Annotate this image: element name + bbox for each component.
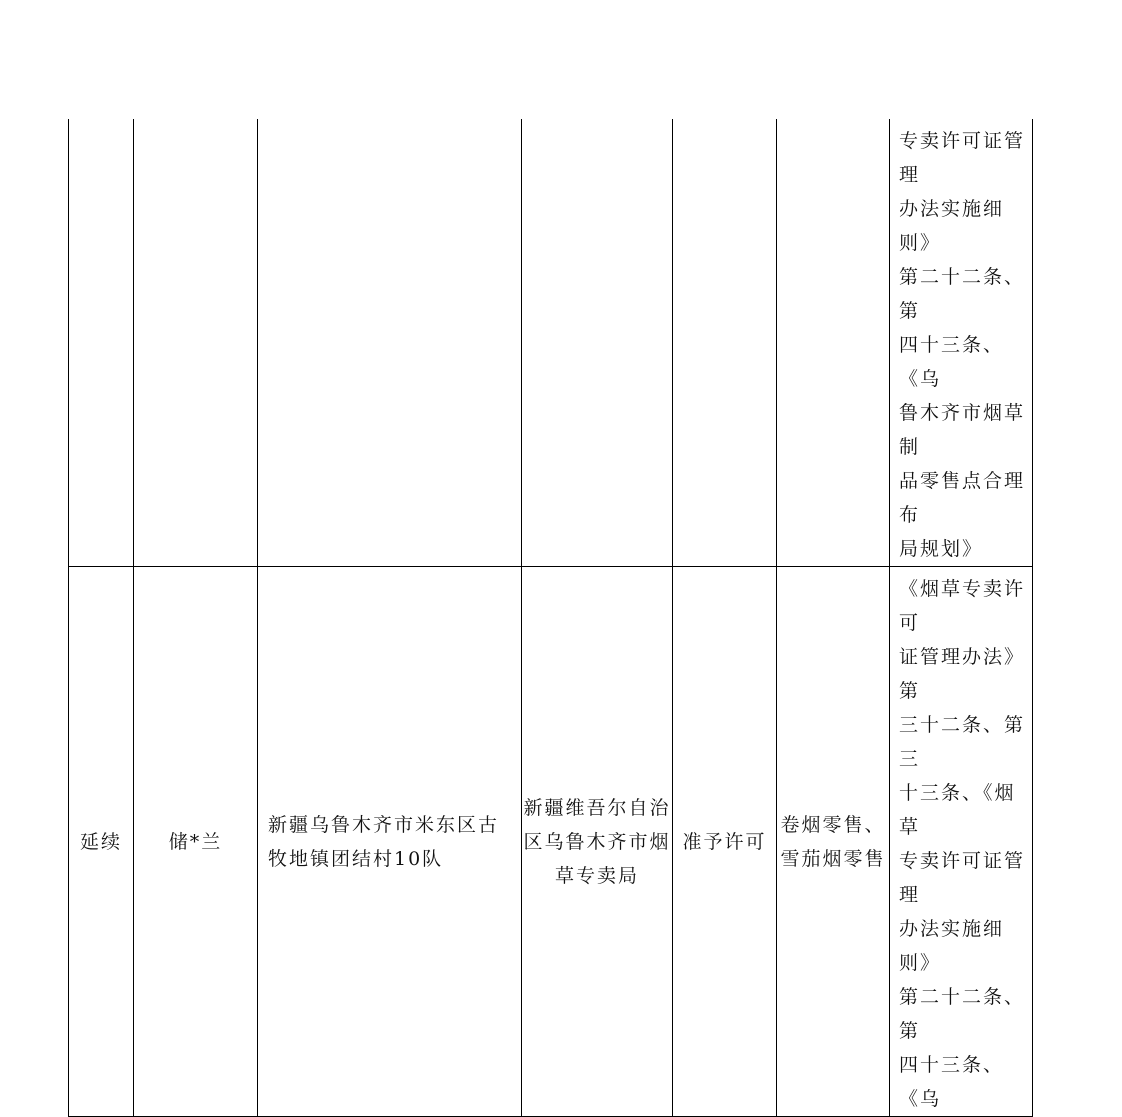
legal-basis-line: 办法实施细则》 [899,918,1005,974]
legal-basis-line: 专卖许可证管理 [899,130,1026,186]
business-scope-cell [777,119,890,567]
legal-basis-line: 第二十二条、第 [899,986,1026,1042]
legal-basis-line: 品零售点合理布 [899,470,1026,526]
legal-basis-cell [890,567,1033,1117]
license-type-cell: 延续 [69,567,134,1117]
address-cell: 新疆乌鲁木齐市米东区古牧地镇团结村10队 [258,567,522,1117]
license-type-cell [69,119,134,567]
legal-basis-line: 鲁木齐市烟草制 [899,402,1026,458]
applicant-name-cell [134,119,258,567]
legal-basis-line: 办法实施细则》 [899,198,1005,254]
business-scope-cell: 卷烟零售、雪茄烟零售 [777,567,890,1117]
legal-basis-cell [890,119,1033,567]
address-cell [258,119,522,567]
decision-cell [673,119,777,567]
license-table [68,119,1033,1117]
legal-basis-line: 四十三条、《乌 [899,1054,1005,1110]
legal-basis-line: 第二十二条、第 [899,266,1026,322]
legal-basis-line: 专卖许可证管理 [899,850,1026,906]
legal-basis-line: 《烟草专卖许可 [899,578,1026,634]
legal-basis-line: 十三条、《烟草 [899,782,1016,838]
table-row [69,119,1033,567]
decision-cell: 准予许可 [673,567,777,1117]
table-row [69,567,1033,1117]
authority-cell: 新疆维吾尔自治区乌鲁木齐市烟草专卖局 [522,567,673,1117]
legal-basis-line: 四十三条、《乌 [899,334,1005,390]
legal-basis-line: 局规划》 [899,538,984,560]
legal-basis-line: 三十二条、第三 [899,714,1026,770]
applicant-name-cell: 储*兰 [134,567,258,1117]
legal-basis-line: 证管理办法》第 [899,646,1026,702]
authority-cell [522,119,673,567]
